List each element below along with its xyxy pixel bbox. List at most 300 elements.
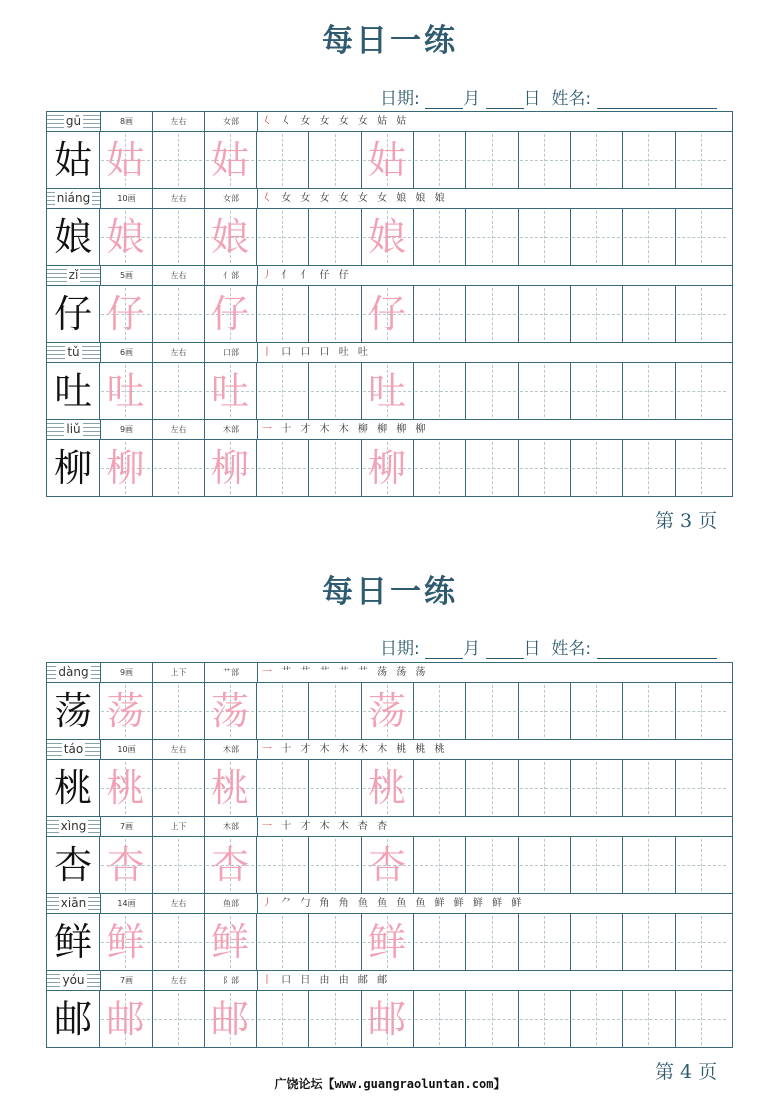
pinyin-label-cell — [47, 663, 101, 682]
model-character-cell — [47, 683, 100, 739]
trace-character: 邮 — [106, 997, 145, 1041]
blank-writing-cell[interactable] — [152, 286, 205, 342]
blank-writing-cell[interactable] — [309, 837, 362, 893]
radical-label: 艹部 — [223, 668, 239, 677]
model-character-cell — [47, 991, 100, 1047]
model-character-cell — [47, 440, 100, 496]
stroke-order-cell — [262, 112, 732, 131]
month-label: 月 — [463, 89, 481, 109]
blank-writing-cell[interactable] — [518, 286, 571, 342]
blank-writing-cell[interactable] — [518, 132, 571, 188]
trace-character: 桃 — [211, 766, 250, 810]
trace-character: 荡 — [106, 689, 145, 733]
structure-label-cell — [153, 894, 205, 913]
stroke-order-cell — [262, 817, 732, 836]
blank-writing-cell[interactable] — [309, 132, 362, 188]
pinyin-label: xìng — [60, 819, 87, 833]
blank-writing-cell[interactable] — [675, 837, 728, 893]
trace-character: 杏 — [367, 843, 406, 887]
blank-writing-cell[interactable] — [413, 209, 466, 265]
radical-label-cell — [205, 189, 258, 208]
writing-cells — [47, 286, 732, 343]
stroke-order-cell — [262, 343, 732, 362]
trace-character: 柳 — [106, 446, 145, 490]
blank-writing-cell[interactable] — [675, 760, 728, 816]
radical-label-cell — [205, 112, 258, 131]
model-character-cell — [47, 286, 100, 342]
blank-writing-cell[interactable] — [570, 286, 623, 342]
blank-writing-cell[interactable] — [518, 363, 571, 419]
stroke-count: 9画 — [119, 425, 134, 434]
radical-label-cell — [205, 740, 258, 759]
blank-writing-cell[interactable] — [413, 760, 466, 816]
character-info — [47, 266, 732, 286]
blank-writing-cell[interactable] — [152, 440, 205, 496]
date-name-line — [380, 634, 717, 659]
stroke-order-cell — [262, 189, 732, 208]
blank-writing-cell[interactable] — [675, 440, 728, 496]
trace-character-cell[interactable] — [99, 363, 152, 419]
stroke-order: 丨 口 口 口 吐 吐 — [262, 347, 371, 358]
radical-label: 木部 — [223, 425, 239, 434]
trace-character-cell[interactable] — [204, 760, 257, 816]
character-row — [47, 740, 732, 817]
blank-writing-cell[interactable] — [518, 991, 571, 1047]
date-name-line — [380, 84, 717, 109]
blank-writing-cell[interactable] — [518, 914, 571, 970]
name-blank[interactable] — [597, 642, 717, 659]
day-label: 日 — [523, 639, 541, 659]
trace-character: 吐 — [367, 369, 406, 413]
trace-character-cell[interactable] — [99, 991, 152, 1047]
character-info — [47, 740, 732, 760]
structure-label: 上下 — [170, 822, 187, 831]
radical-label-cell — [205, 894, 258, 913]
stroke-count: 10画 — [117, 194, 136, 203]
blank-writing-cell[interactable] — [570, 914, 623, 970]
blank-writing-cell[interactable] — [256, 991, 309, 1047]
trace-character: 姑 — [106, 138, 145, 182]
pinyin-label: zǐ — [68, 268, 79, 282]
blank-writing-cell[interactable] — [256, 683, 309, 739]
trace-character-cell[interactable] — [204, 286, 257, 342]
trace-character-cell[interactable] — [361, 363, 414, 419]
trace-character-cell[interactable] — [204, 683, 257, 739]
trace-character-cell[interactable] — [361, 132, 414, 188]
blank-writing-cell[interactable] — [152, 363, 205, 419]
trace-character-cell[interactable] — [361, 683, 414, 739]
radical-label-cell — [205, 971, 258, 990]
trace-character-cell[interactable] — [99, 683, 152, 739]
pinyin-label: dàng — [58, 665, 89, 679]
page-title: 每日一练 — [322, 23, 458, 59]
blank-writing-cell[interactable] — [256, 132, 309, 188]
character-info — [47, 971, 732, 991]
practice-grid — [46, 662, 733, 1048]
radical-label: 鱼部 — [223, 899, 239, 908]
blank-writing-cell[interactable] — [465, 209, 518, 265]
blank-writing-cell[interactable] — [570, 760, 623, 816]
structure-label: 左右 — [170, 194, 187, 203]
blank-writing-cell[interactable] — [413, 363, 466, 419]
trace-character-cell[interactable] — [204, 837, 257, 893]
character-info — [47, 894, 732, 914]
page-number: 第 4 页 — [655, 1061, 718, 1083]
pinyin-label: táo — [63, 742, 84, 756]
stroke-order-cell — [262, 971, 732, 990]
blank-writing-cell[interactable] — [413, 837, 466, 893]
trace-character: 杏 — [106, 843, 145, 887]
blank-writing-cell[interactable] — [675, 991, 728, 1047]
blank-writing-cell[interactable] — [256, 363, 309, 419]
character-info — [47, 420, 732, 440]
blank-writing-cell[interactable] — [465, 132, 518, 188]
pinyin-label-cell — [47, 266, 101, 285]
trace-character-cell[interactable] — [361, 286, 414, 342]
trace-character-cell[interactable] — [361, 440, 414, 496]
trace-character-cell[interactable] — [361, 914, 414, 970]
blank-writing-cell[interactable] — [309, 760, 362, 816]
blank-writing-cell[interactable] — [152, 760, 205, 816]
character-row — [47, 343, 732, 420]
blank-writing-cell[interactable] — [256, 440, 309, 496]
stroke-count-cell — [101, 740, 153, 759]
blank-writing-cell[interactable] — [570, 209, 623, 265]
blank-writing-cell[interactable] — [570, 440, 623, 496]
footer-site: 广饶论坛【www.guangraoluntan.com】 — [274, 1077, 506, 1091]
blank-writing-cell[interactable] — [518, 440, 571, 496]
trace-character-cell[interactable] — [204, 132, 257, 188]
radical-label: 女部 — [223, 194, 239, 203]
structure-label-cell — [153, 343, 205, 362]
pinyin-label: niáng — [56, 191, 91, 205]
blank-writing-cell[interactable] — [622, 132, 675, 188]
radical-label-cell — [205, 817, 258, 836]
blank-writing-cell[interactable] — [570, 991, 623, 1047]
trace-character-cell[interactable] — [204, 440, 257, 496]
radical-label: 木部 — [223, 745, 239, 754]
day-blank[interactable] — [486, 92, 524, 109]
structure-label-cell — [153, 817, 205, 836]
blank-writing-cell[interactable] — [622, 683, 675, 739]
blank-writing-cell[interactable] — [465, 760, 518, 816]
pinyin-label-cell — [47, 343, 101, 362]
stroke-count-cell — [101, 189, 153, 208]
pinyin-label: yóu — [62, 973, 85, 987]
stroke-order: 一 十 才 木 木 柳 柳 柳 柳 — [262, 424, 429, 435]
structure-label: 左右 — [170, 348, 187, 357]
stroke-count-cell — [101, 266, 153, 285]
character-info — [47, 817, 732, 837]
stroke-count-cell — [101, 112, 153, 131]
trace-character: 柳 — [367, 446, 406, 490]
stroke-count: 8画 — [119, 117, 134, 126]
radical-label: 女部 — [223, 117, 239, 126]
blank-writing-cell[interactable] — [622, 363, 675, 419]
blank-writing-cell[interactable] — [465, 286, 518, 342]
name-label: 姓名: — [551, 639, 592, 659]
blank-writing-cell[interactable] — [622, 760, 675, 816]
trace-character-cell[interactable] — [99, 286, 152, 342]
name-label: 姓名: — [551, 89, 592, 109]
character-row — [47, 266, 732, 343]
stroke-count: 10画 — [117, 745, 136, 754]
stroke-order: 𡿨 女 女 女 女 女 女 娘 娘 娘 — [262, 193, 448, 204]
blank-writing-cell[interactable] — [622, 209, 675, 265]
structure-label-cell — [153, 266, 205, 285]
writing-cells — [47, 760, 732, 817]
blank-writing-cell[interactable] — [152, 991, 205, 1047]
stroke-order-cell — [262, 740, 732, 759]
trace-character-cell[interactable] — [361, 991, 414, 1047]
structure-label: 左右 — [170, 117, 187, 126]
blank-writing-cell[interactable] — [152, 209, 205, 265]
writing-cells — [47, 914, 732, 971]
stroke-count-cell — [101, 420, 153, 439]
radical-label-cell — [205, 343, 258, 362]
blank-writing-cell[interactable] — [309, 683, 362, 739]
blank-writing-cell[interactable] — [413, 440, 466, 496]
stroke-count-cell — [101, 343, 153, 362]
trace-character: 姑 — [367, 138, 406, 182]
trace-character-cell[interactable] — [204, 363, 257, 419]
blank-writing-cell[interactable] — [152, 837, 205, 893]
blank-writing-cell[interactable] — [518, 760, 571, 816]
month-blank[interactable] — [425, 642, 463, 659]
blank-writing-cell[interactable] — [675, 209, 728, 265]
blank-writing-cell[interactable] — [622, 286, 675, 342]
radical-label: 口部 — [223, 348, 239, 357]
model-character: 鲜 — [54, 920, 93, 964]
writing-cells — [47, 209, 732, 266]
blank-writing-cell[interactable] — [413, 683, 466, 739]
pinyin-label-cell — [47, 420, 101, 439]
blank-writing-cell[interactable] — [413, 286, 466, 342]
writing-cells — [47, 837, 732, 894]
trace-character-cell[interactable] — [204, 914, 257, 970]
model-character: 柳 — [54, 446, 93, 490]
model-character: 杏 — [54, 843, 93, 887]
blank-writing-cell[interactable] — [413, 132, 466, 188]
stroke-order: 丨 口 日 由 由 邮 邮 — [262, 975, 391, 986]
blank-writing-cell[interactable] — [622, 991, 675, 1047]
stroke-count: 7画 — [119, 822, 134, 831]
blank-writing-cell[interactable] — [622, 440, 675, 496]
model-character: 仔 — [54, 292, 93, 336]
structure-label: 左右 — [170, 745, 187, 754]
structure-label-cell — [153, 740, 205, 759]
character-info — [47, 343, 732, 363]
trace-character-cell[interactable] — [361, 837, 414, 893]
character-row — [47, 971, 732, 1047]
pinyin-label-cell — [47, 740, 101, 759]
structure-label: 左右 — [170, 976, 187, 985]
pinyin-label: tǔ — [67, 345, 80, 359]
character-row — [47, 112, 732, 189]
structure-label: 上下 — [170, 668, 187, 677]
trace-character: 邮 — [211, 997, 250, 1041]
structure-label-cell — [153, 112, 205, 131]
trace-character: 仔 — [367, 292, 406, 336]
blank-writing-cell[interactable] — [675, 914, 728, 970]
blank-writing-cell[interactable] — [622, 914, 675, 970]
radical-label: 亻部 — [223, 271, 239, 280]
blank-writing-cell[interactable] — [518, 837, 571, 893]
blank-writing-cell[interactable] — [570, 837, 623, 893]
blank-writing-cell[interactable] — [465, 991, 518, 1047]
trace-character: 鲜 — [211, 920, 250, 964]
trace-character-cell[interactable] — [99, 440, 152, 496]
stroke-order: 丿 亻 亻 仔 仔 — [262, 270, 352, 281]
trace-character: 鲜 — [106, 920, 145, 964]
stroke-order: 一 十 才 木 木 木 木 桃 桃 桃 — [262, 744, 448, 755]
blank-writing-cell[interactable] — [570, 683, 623, 739]
model-character: 娘 — [54, 215, 93, 259]
stroke-order-cell — [262, 894, 732, 913]
stroke-order: 一 艹 艹 艹 艹 艹 荡 荡 荡 — [262, 667, 429, 678]
radical-label: 阝部 — [223, 976, 239, 985]
month-blank[interactable] — [425, 92, 463, 109]
trace-character: 邮 — [367, 997, 406, 1041]
trace-character: 吐 — [106, 369, 145, 413]
pinyin-label: liǔ — [66, 422, 81, 436]
blank-writing-cell[interactable] — [622, 837, 675, 893]
trace-character-cell[interactable] — [204, 209, 257, 265]
trace-character-cell[interactable] — [99, 209, 152, 265]
blank-writing-cell[interactable] — [256, 837, 309, 893]
pinyin-label-cell — [47, 817, 101, 836]
model-character-cell — [47, 132, 100, 188]
character-row — [47, 894, 732, 971]
blank-writing-cell[interactable] — [465, 363, 518, 419]
model-character: 荡 — [54, 689, 93, 733]
blank-writing-cell[interactable] — [256, 286, 309, 342]
stroke-count-cell — [101, 894, 153, 913]
name-blank[interactable] — [597, 92, 717, 109]
stroke-count: 14画 — [117, 899, 136, 908]
month-label: 月 — [463, 639, 481, 659]
model-character: 姑 — [54, 138, 93, 182]
blank-writing-cell[interactable] — [256, 760, 309, 816]
blank-writing-cell[interactable] — [152, 914, 205, 970]
structure-label: 左右 — [170, 271, 187, 280]
pinyin-label-cell — [47, 971, 101, 990]
trace-character-cell[interactable] — [204, 991, 257, 1047]
blank-writing-cell[interactable] — [675, 683, 728, 739]
blank-writing-cell[interactable] — [152, 683, 205, 739]
date-label: 日期: — [380, 639, 420, 659]
blank-writing-cell[interactable] — [570, 363, 623, 419]
model-character-cell — [47, 209, 100, 265]
radical-label-cell — [205, 663, 258, 682]
trace-character: 吐 — [211, 369, 250, 413]
model-character-cell — [47, 760, 100, 816]
trace-character: 荡 — [367, 689, 406, 733]
trace-character: 桃 — [367, 766, 406, 810]
writing-cells — [47, 991, 732, 1047]
character-info — [47, 189, 732, 209]
blank-writing-cell[interactable] — [465, 914, 518, 970]
day-blank[interactable] — [486, 642, 524, 659]
blank-writing-cell[interactable] — [518, 209, 571, 265]
structure-label-cell — [153, 971, 205, 990]
blank-writing-cell[interactable] — [413, 991, 466, 1047]
structure-label-cell — [153, 420, 205, 439]
stroke-order: 丿 ⺈ 勹 角 角 鱼 鱼 鱼 鱼 鲜 鲜 鲜 鲜 鲜 — [262, 898, 525, 909]
character-info — [47, 112, 732, 132]
structure-label: 左右 — [170, 425, 187, 434]
model-character-cell — [47, 837, 100, 893]
stroke-order-cell — [262, 420, 732, 439]
model-character: 桃 — [54, 766, 93, 810]
blank-writing-cell[interactable] — [465, 683, 518, 739]
trace-character-cell[interactable] — [361, 760, 414, 816]
character-row — [47, 189, 732, 266]
blank-writing-cell[interactable] — [675, 286, 728, 342]
trace-character-cell[interactable] — [99, 132, 152, 188]
trace-character-cell[interactable] — [99, 837, 152, 893]
stroke-count: 6画 — [119, 348, 134, 357]
trace-character-cell[interactable] — [361, 209, 414, 265]
model-character: 吐 — [54, 369, 93, 413]
blank-writing-cell[interactable] — [309, 209, 362, 265]
stroke-order-cell — [262, 266, 732, 285]
pinyin-label-cell — [47, 112, 101, 131]
blank-writing-cell[interactable] — [518, 683, 571, 739]
trace-character: 姑 — [211, 138, 250, 182]
stroke-count-cell — [101, 817, 153, 836]
stroke-order-cell — [262, 663, 732, 682]
blank-writing-cell[interactable] — [309, 286, 362, 342]
trace-character-cell[interactable] — [99, 914, 152, 970]
blank-writing-cell[interactable] — [152, 132, 205, 188]
character-row — [47, 663, 732, 740]
day-label: 日 — [523, 89, 541, 109]
stroke-count-cell — [101, 663, 153, 682]
blank-writing-cell[interactable] — [413, 914, 466, 970]
blank-writing-cell[interactable] — [256, 209, 309, 265]
page-number: 第 3 页 — [655, 510, 718, 532]
stroke-order: 一 十 才 木 木 杏 杏 — [262, 821, 391, 832]
blank-writing-cell[interactable] — [309, 914, 362, 970]
blank-writing-cell[interactable] — [465, 837, 518, 893]
blank-writing-cell[interactable] — [570, 132, 623, 188]
blank-writing-cell[interactable] — [309, 440, 362, 496]
blank-writing-cell[interactable] — [465, 440, 518, 496]
character-row — [47, 420, 732, 496]
model-character-cell — [47, 914, 100, 970]
trace-character: 娘 — [367, 215, 406, 259]
blank-writing-cell[interactable] — [309, 363, 362, 419]
pinyin-label: xiān — [60, 896, 87, 910]
stroke-count: 7画 — [119, 976, 134, 985]
blank-writing-cell[interactable] — [309, 991, 362, 1047]
blank-writing-cell[interactable] — [256, 914, 309, 970]
blank-writing-cell[interactable] — [675, 363, 728, 419]
trace-character-cell[interactable] — [99, 760, 152, 816]
trace-character: 杏 — [211, 843, 250, 887]
radical-label-cell — [205, 266, 258, 285]
trace-character: 仔 — [106, 292, 145, 336]
stroke-count-cell — [101, 971, 153, 990]
pinyin-label-cell — [47, 894, 101, 913]
character-info — [47, 663, 732, 683]
character-row — [47, 817, 732, 894]
model-character-cell — [47, 363, 100, 419]
blank-writing-cell[interactable] — [675, 132, 728, 188]
trace-character: 鲜 — [367, 920, 406, 964]
trace-character: 娘 — [106, 215, 145, 259]
